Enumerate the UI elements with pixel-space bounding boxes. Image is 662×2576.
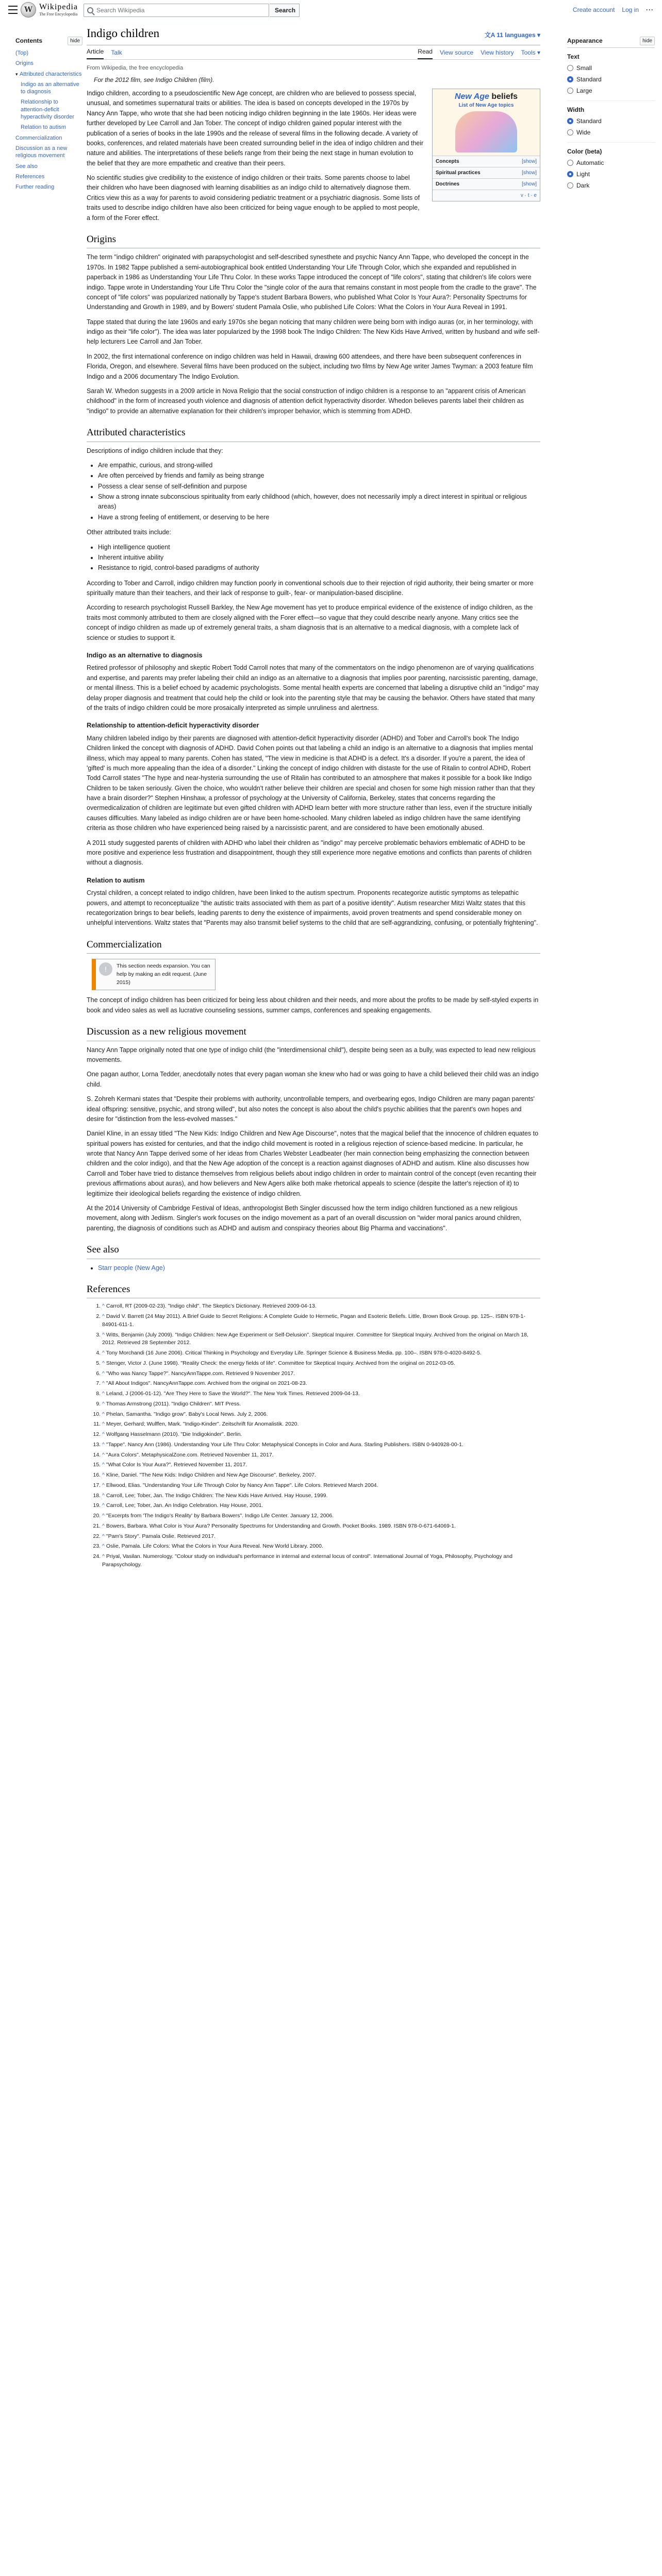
toc-item-3[interactable]: Indigo as an alternative to diagnosis [21, 81, 79, 95]
intro-paragraph: Indigo children, according to a pseudoscientific New Age concept, are children who are believed to possess special, unusual, and sometimes supernatural traits or abilities. The idea is based on concepts developed in the 1970s by Nancy Ann Tappe, who wrote that she had been noticing indigo children beginning in the late 1960s. Her ideas were further developed by Lee Carroll and Jan Tober. The concept of indigo children gained popular interest with the publication of a series of books in the late 1990s and the release of several films in the following decade. A variety of books, conferences, and related materials have been created surrounding belief in the idea of indigo children and their nature and abilities. The interpretations of these beliefs range from their being the next stage in human evolution to the belief that they are more empathetic and creative than their peers. [87, 90, 424, 167]
reference-backlink[interactable]: ^ [102, 1513, 106, 1519]
navbox-links[interactable]: v · t · e [520, 192, 537, 198]
paragraph: Nancy Ann Tappe originally noted that one type of indigo child (the "interdimensional child"), despite being seen as a bully, was expected to lead new religious movements. [87, 1046, 536, 1063]
reference-item [102, 1431, 540, 1439]
article-content [87, 23, 540, 1571]
reference-backlink[interactable]: ^ [102, 1370, 106, 1377]
radio-label: Light [576, 171, 590, 178]
toc-item-10[interactable]: Further reading [15, 184, 55, 191]
color-label: Color (beta) [567, 148, 602, 155]
list-text: Are empathic, curious, and strong-willed [98, 461, 213, 469]
expansion-notice [92, 959, 216, 990]
reference-item [102, 1492, 540, 1500]
reference-item [102, 1543, 540, 1551]
reference-text: Carroll, Lee; Tober, Jan. An Indigo Celebration. Hay House, 2001. [106, 1502, 263, 1509]
reference-text: "Who was Nancy Tappe?". NancyAnnTappe.com. Retrieved 9 November 2017. [106, 1370, 295, 1377]
log-in-link[interactable]: Log in [622, 6, 639, 13]
personal-tools [573, 5, 654, 14]
hatnote: For the 2012 film, see Indigo Children (film). [94, 76, 214, 83]
toc-item-0[interactable]: (Top) [15, 50, 29, 56]
width-label: Width [567, 106, 585, 113]
toc-item-5[interactable]: Relation to autism [21, 124, 67, 131]
radio-label: Automatic [576, 159, 604, 166]
section-heading-indigo-as-an-alternative-to-diagnosis: Indigo as an alternative to diagnosis [87, 651, 203, 659]
paragraph: In 2002, the first international conference on indigo children was held in Hawaii, drawing 600 attendees, and there have been subsequent conferences in Florida, Oregon, and elsewhere. Several films have been produced on the subject, including two films by New Age writer James Twyman: a 2003 feature film Indigo and a 2006 documentary The Indigo Evolution. [87, 352, 533, 380]
radio-label: Dark [576, 182, 590, 189]
tab-view-source[interactable]: View source [439, 48, 474, 56]
reference-text: "Aura Colors". MetaphysicalZone.com. Retrieved November 11, 2017. [106, 1451, 274, 1458]
paragraph: Tappe stated that during the late 1960s and early 1970s she began noticing that many children were being born with indigo auras (or, in her terminology, with indigo as their "life color"). The idea was later popularized by the 1998 book The Indigo Children: The New Kids Have Arrived, written by husband and wife self-help lecturers Lee Carroll and Jan Tober. [87, 318, 540, 346]
reference-text: Carroll, RT (2009-02-23). "Indigo child". The Skeptic's Dictionary. Retrieved 2009-04-13. [106, 1303, 317, 1310]
toc-item-7[interactable]: Discussion as a new religious movement [15, 145, 68, 159]
reference-item [102, 1360, 540, 1368]
text-size-small-option[interactable] [567, 63, 655, 73]
list-item [98, 461, 540, 470]
site-name: Wikipedia [39, 3, 78, 11]
intro-paragraph: No scientific studies give credibility to the existence of indigo children or their traits. Some parents choose to label their children who have been diagnosed with learning disabilities as an indigo child to alternatively diagnose them. Critics view this as a way for parents to avoid considering pediatric treatment or a psychiatric diagnosis. Some lists of traits used to describe indigo children have also been criticized for being vague enough to be applied to most people, a form of the Forer effect. [87, 174, 420, 222]
tab-tools-[interactable]: Tools ▾ [521, 48, 540, 56]
references-list [102, 1302, 540, 1569]
reference-item [102, 1390, 540, 1398]
toc-hide-button[interactable]: hide [68, 37, 82, 45]
reference-backlink[interactable]: ^ [102, 1533, 106, 1539]
reference-text: Meyer, Gerhard; Wulffen, Mark. "Indigo-Kinder". Zeitschrift für Anomalistik. 2020. [106, 1421, 299, 1428]
reference-backlink[interactable]: ^ [102, 1411, 106, 1417]
paragraph: The term "indigo children" originated with parapsychologist and self-described synesthete and psychic Nancy Ann Tappe, who developed the concept in the 1970s. In 1982 Tappe published a semi-autobiographical book entitled Understanding Your Life Through Color, which she expanded and republished in paperback in 1986 as Understanding Your Life Thru Color. In these works Tappe introduced the concept of "life colors", stating that children's life colors were indigo. Tappe wrote in Understanding Your Life Thru Color the "single color of the aura that remains constant in most people from the cradle to the grave". The concept of "life colors" was popularized nationally by Tappe's student Barbara Bowers, who published What Color Is Your Aura?: Personality Spectrums for Understanding and Growth in 1989, and by Bowers' student Pamala Oslie, who published Life Colors: What the Colors in Your Aura Reveal in 1991. [87, 253, 537, 311]
infobox-show-link[interactable]: [show] [522, 170, 537, 176]
create-account-link[interactable]: Create account [572, 6, 615, 13]
new-age-sidebar-box [432, 89, 540, 201]
paragraph: Sarah W. Whedon suggests in a 2009 article in Nova Religio that the social construction of indigo children is a response to an "apparent crisis of American childhood" in the form of increased youth violence and diagnosis of attention deficit hyperactivity disorder. Whedon believes parents label their children as "indigo" to provide an alternative explanation for their children's improper behavior, which is stemming from ADHD. [87, 387, 526, 415]
languages-button[interactable]: 文A 11 languages ▾ [484, 31, 540, 39]
reference-text: "Excerpts from 'The Indigo's Reality' by Barbara Bowers". Indigo Life Center. January 12, 2006. [106, 1513, 334, 1519]
appearance-panel [567, 36, 655, 195]
search-icon [87, 7, 93, 13]
tab-read[interactable]: Read [418, 47, 433, 59]
reference-backlink[interactable]: ^ [102, 1451, 106, 1458]
infobox-title: New Age beliefs [454, 92, 518, 101]
reference-backlink[interactable]: ^ [102, 1502, 106, 1509]
reference-item [102, 1349, 540, 1358]
section-heading-origins: Origins [87, 232, 540, 249]
radio-label: Standard [576, 117, 602, 125]
reference-text: "All About Indigos". NancyAnnTappe.com. Archived from the original on 2021-08-23. [106, 1380, 307, 1387]
toc-item-2[interactable]: ▾ Attributed characteristics [15, 71, 82, 77]
reference-item [102, 1482, 540, 1490]
table-of-contents [15, 36, 82, 194]
tab-view-history[interactable]: View history [481, 48, 514, 56]
toc-item-1[interactable]: Origins [15, 60, 34, 67]
reference-text: "Pam's Story". Pamala Oslie. Retrieved 2017. [106, 1533, 216, 1539]
reference-text: David V. Barrett (24 May 2011). A Brief Guide to Secret Religions: A Complete Guide to Hermetic, Pagan and Esoteric Beliefs. Little, Brown Book Group. pp. 125–. ISBN 978-1-84901-611-1. [102, 1313, 525, 1328]
toc-heading: Contents [15, 37, 42, 44]
reference-backlink[interactable]: ^ [102, 1313, 106, 1320]
paragraph: Many children labeled indigo by their parents are diagnosed with attention-deficit hyperactivity disorder (ADHD) and Tober and Carroll's book The Indigo Children linked the concept with diagnosis of ADHD. David Cohen points out that labeling a child an indigo is an alternative to a diagnosis that implies mental illness, which may appeal to many parents. Cohen has stated, "The view in medicine is that ADHD is a defect. It's a disorder. If you're a parent, the idea of 'gifted' is much more appealing than the idea of a disorder." Linking the concept of indigo children with distaste for the use of Ritalin to control ADHD, Robert Todd Carroll states "The hype and near-hysteria surrounding the use of Ritalin has contributed to an atmosphere that makes it possible for a book like Indigo Children to be taken seriously. Given the choice, who wouldn't rather believe their children are special and chosen for some high mission rather than that they have a brain disorder?" Stephen Hinshaw, a professor of psychology at the University of California, Berkeley, states that concerns regarding the overmedicalization of children are legitimate but even gifted children with ADHD learn better with more structure rather than less, even if the structure initially causes difficulties. Many labeled as indigo children are or have been home-schooled. Many children labeled as indigo children have the same identifying criteria as those children who have experienced being raised by a narcissistic parent, and are considered to have been emotionally abused. [87, 734, 535, 832]
reference-item [102, 1380, 540, 1388]
text-size-large-option[interactable] [567, 86, 655, 95]
reference-backlink[interactable]: ^ [102, 1543, 106, 1550]
radio-label: Standard [576, 76, 602, 83]
see-also-link[interactable]: Starr people (New Age) [98, 1264, 165, 1272]
reference-backlink[interactable]: ^ [102, 1522, 106, 1529]
section-heading-see-also: See also [87, 1243, 540, 1259]
width-standard-option[interactable] [567, 116, 655, 126]
reference-text: Oslie, Pamala. Life Colors: What the Colors in Your Aura Reveal. New World Library. 2000. [106, 1543, 323, 1550]
site-tagline: The Free Encyclopedia [39, 12, 78, 16]
reference-item [102, 1553, 540, 1569]
color-light-option[interactable] [567, 170, 655, 179]
infobox-show-link[interactable]: [show] [522, 181, 537, 187]
appearance-heading: Appearance [567, 37, 603, 44]
infobox-row-label: Spiritual practices [436, 170, 481, 176]
reference-text: "Tappe". Nancy Ann (1986). Understanding Your Life Thru Color: Metaphysical Concepts in Color and Aura. Starling Publishers. ISBN 0-940928-00-1. [106, 1441, 464, 1448]
toc-item-4[interactable]: Relationship to attention-deficit hyperactivity disorder [21, 99, 74, 121]
paragraph: Descriptions of indigo children include that they: [87, 447, 223, 454]
radio-label: Large [576, 87, 592, 94]
reference-backlink[interactable]: ^ [102, 1331, 106, 1338]
reference-item [102, 1451, 540, 1460]
toc-item-8[interactable]: See also [15, 163, 38, 170]
top-bar [0, 0, 662, 21]
reference-backlink[interactable]: ^ [102, 1482, 106, 1488]
reference-backlink[interactable]: ^ [102, 1553, 106, 1560]
paragraph: Retired professor of philosophy and skeptic Robert Todd Carroll notes that many of the commentators on the indigo phenomenon are of varying qualifications and expertise, and parents may prefer labeling their child an indigo as an alternative to a diagnosis that implies poor parenting, narcissistic parenting, damage, or mental illness. This is a belief echoed by academic psychologists. Some mental health experts are concerned that labeling a disruptive child an "indigo" may delay proper diagnosis and treatment that could help the child or look into the parenting style that may be causing the behavior. Others have stated that many of the traits of indigo children could be more prosaically interpreted as simple unruliness and alertness. [87, 664, 539, 711]
radio-icon[interactable] [567, 88, 573, 94]
reference-backlink[interactable]: ^ [102, 1492, 106, 1499]
page-tabs [87, 47, 540, 60]
bullet-list [98, 1263, 540, 1273]
bullet-list [98, 461, 540, 522]
reference-backlink[interactable]: ^ [102, 1441, 106, 1448]
list-text: Show a strong innate subconscious spirituality from early childhood (which, however, does not necessarily imply a direct interest in spiritual or religious areas) [98, 493, 527, 511]
reference-item [102, 1313, 540, 1329]
paragraph: According to Tober and Carroll, indigo children may function poorly in conventional schools due to their rejection of rigid authority, their being smarter or more spiritually mature than their teachers, and their lack of response to guilt-, fear- or manipulation-based discipline. [87, 579, 534, 597]
list-text: Are often perceived by friends and family as being strange [98, 472, 264, 480]
width-wide-option[interactable] [567, 128, 655, 137]
section-heading-relation-to-autism: Relation to autism [87, 876, 145, 884]
reference-item [102, 1471, 540, 1480]
reference-backlink[interactable]: ^ [102, 1400, 106, 1407]
infobox-row-label: Doctrines [436, 181, 460, 187]
section-heading-relationship-to-attention-deficit-hyperactivity-disorder: Relationship to attention-deficit hyperactivity disorder [87, 721, 259, 730]
main-menu-icon[interactable] [8, 6, 18, 14]
reference-backlink[interactable]: ^ [102, 1472, 106, 1479]
reference-text: Leland, J (2006-01-12). "Are They Here to Save the World?". The New York Times. Retrieved 2009-04-13. [106, 1391, 360, 1397]
section-heading-attributed-characteristics: Attributed characteristics [87, 426, 540, 442]
list-text: Have a strong feeling of entitlement, or deserving to be here [98, 513, 270, 521]
appearance-hide-button[interactable]: hide [640, 37, 655, 45]
paragraph: Other attributed traits include: [87, 529, 171, 536]
reference-backlink[interactable]: ^ [102, 1303, 106, 1310]
list-item [98, 492, 540, 512]
paragraph: Crystal children, a concept related to indigo children, have been linked to the autism spectrum. Proponents recategorize autistic symptoms as telepathic powers, and attempt to reconceptualize "the autistic traits associated with them as part of a positive identity". Autism researcher Mitzi Waltz states that this recategorization brings to bear beliefs, leading parents to deny the existence of impairments, avoid proven treatments and spend considerable money on unhelpful interventions. Waltz states that "Parents may also transmit belief systems to the child that are self-aggrandizing, confusing, or potentially frightening". [87, 889, 538, 927]
toc-item-9[interactable]: References [15, 173, 45, 180]
reference-text: Thomas Armstrong (2011). "Indigo Children". MIT Press. [106, 1400, 241, 1407]
reference-text: Wolfgang Hasselmann (2010). "Die Indigokinder". Berlin. [106, 1431, 242, 1438]
list-text: Possess a clear sense of self-definition and purpose [98, 482, 247, 490]
infobox-subtitle[interactable]: List of New Age topics [458, 102, 514, 108]
reference-backlink[interactable]: ^ [102, 1431, 106, 1438]
reference-backlink[interactable]: ^ [102, 1391, 106, 1397]
radio-icon[interactable] [567, 182, 573, 189]
reference-text: Phelan, Samantha. "Indigo grow". Baby's Local News. July 2, 2006. [106, 1411, 268, 1417]
tab-talk[interactable]: Talk [111, 48, 122, 56]
infobox-row [433, 178, 540, 190]
color-dark-option[interactable] [567, 181, 655, 190]
bullet-list [98, 543, 540, 573]
notice-icon: ! [99, 962, 112, 976]
toc-item-6[interactable]: Commercialization [15, 134, 62, 141]
reference-item [102, 1533, 540, 1541]
list-item [98, 471, 540, 481]
reference-text: Bowers, Barbara. What Color is Your Aura? Personality Spectrums for Understanding and Growth. Pocket Books. 1989. ISBN 978-0-671-64069-1. [106, 1522, 456, 1529]
reference-item [102, 1522, 540, 1531]
reference-item [102, 1411, 540, 1419]
text-size-standard-option[interactable] [567, 75, 655, 84]
radio-icon[interactable] [567, 118, 573, 124]
list-item: • Resistance to rigid, control-based paradigms of authority [98, 563, 540, 573]
page-title: Indigo children 文A 11 languages ▾ [87, 23, 540, 45]
paragraph: The concept of indigo children has been criticized for being less about children and their needs, and more about the profits to be made by self-styled experts in book and video sales as well as lucrative counseling sessions, summer camps, conferences and speaking engagements. [87, 996, 539, 1014]
color-automatic-option[interactable] [567, 158, 655, 167]
section-heading-references: References [87, 1282, 540, 1299]
reference-text: Carroll, Lee; Tober, Jan. The Indigo Children: The New Kids Have Arrived. Hay House, 1999. [106, 1492, 328, 1499]
section-heading-discussion-as-a-new-religious-movement: Discussion as a new religious movement [87, 1025, 540, 1041]
section-heading-commercialization: Commercialization [87, 938, 540, 954]
search-box [84, 4, 296, 17]
reference-text: Witts, Benjamin (July 2009). "Indigo Children: New Age Experiment or Self-Delusion". Skeptical Inquirer. Committee for Skeptical Inquiry. Archived from the original on March 18, 2012. Retrieved 28 September 2012. [102, 1331, 528, 1346]
reference-item [102, 1441, 540, 1449]
toc-caret-icon[interactable]: ▾ [15, 71, 18, 77]
reference-backlink[interactable]: ^ [102, 1421, 106, 1428]
infobox-row [433, 167, 540, 178]
paragraph: Daniel Kline, in an essay titled "The New Kids: Indigo Children and New Age Discourse", notes that the magical belief that the innocence of children equates to spiritual powers has existed for centuries, and that the indigo child movement is rooted in a religious rejection of science-based medicine. In particular, he wrote that Nancy Ann Tappe derived some of her ideas from Charles Webster Leadbeater (her main connection being emphasizing the connection between children and the color indigo), and that the New Age adoption of the concept is a reaction against diagnoses of ADHD and autism. Kline also discusses how Carroll and Tober have tried to distance themselves from religious beliefs about indigo children in order to maintain control of the concept (even recanting their previous affirmations about auras), and how believers and New Agers alike both make rhetorical appeals to science (despite the latter's rejection of it) to legitimize their ideological beliefs regarding the existence of indigo children. [87, 1130, 539, 1197]
reference-item [102, 1302, 540, 1311]
globe-icon: W [21, 2, 36, 18]
paragraph: A 2011 study suggested parents of children with ADHD who label their children as "indigo" may perceive problematic behaviors emblematic of ADHD to be more positive and experience less frustration and disappointment, though they still experience more negative emotions and conflicts than parents of children without a diagnosis. [87, 839, 532, 867]
infobox-row [433, 156, 540, 167]
reference-item [102, 1502, 540, 1510]
paragraph: S. Zohreh Kermani states that "Despite their problems with authority, uncontrollable tempers, and overbearing egos, Indigo Children are many pagan parents' ideal offspring: sensitive, psychic, and strong willed", but also notes the concept is also about the child's psychic abilities that the parent's own hopes and desire for "distinction from the less-evolved masses." [87, 1095, 535, 1123]
text-size-label: Text [567, 53, 580, 60]
reference-backlink[interactable]: ^ [102, 1462, 106, 1468]
reference-backlink[interactable]: ^ [102, 1380, 106, 1387]
paragraph: At the 2014 University of Cambridge Festival of Ideas, anthropologist Beth Singler discussed how the term indigo children functioned as a new religious movement, along with Jediism. Singler's work focuses on the indigo movement as a part of an overall discussion on "wider moral panics around children, parenting, the diagnosis of conditions such as ADHD and autism and conspiracy theories about Big Pharma and vaccinations". [87, 1204, 522, 1232]
radio-icon[interactable] [567, 171, 573, 177]
list-item [98, 513, 540, 522]
reference-backlink[interactable]: ^ [102, 1350, 106, 1357]
reference-backlink[interactable]: ^ [102, 1360, 106, 1366]
reference-text: Priyal, Vasilan. Numerology. "Colour study on individual's performance in internal and external locus of control". International Journal of Yoga, Philosophy, Psychology and Parapsychology. [102, 1553, 512, 1568]
more-options-icon[interactable]: ··· [646, 6, 654, 13]
list-item [98, 1263, 540, 1273]
reference-item [102, 1420, 540, 1429]
radio-icon[interactable] [567, 129, 573, 135]
infobox-row-label: Concepts [436, 158, 459, 164]
reference-item [102, 1370, 540, 1378]
radio-icon[interactable] [567, 160, 573, 166]
site-subtitle: From Wikipedia, the free encyclopedia [87, 64, 184, 71]
paragraph: One pagan author, Lorna Tedder, anecdotally notes that every pagan woman she knew who had or was going to have a child believed their child was an indigo child. [87, 1071, 539, 1088]
list-item: • Inherent intuitive ability [98, 553, 540, 563]
search-button[interactable]: Search [270, 4, 300, 17]
reference-text: Ellwood, Elias. "Understanding Your Life Through Color by Nancy Ann Tappe". Life Colors. Retrieved March 2004. [106, 1482, 378, 1488]
notice-text: This section needs expansion. You can help by making an edit request. (June 2015) [117, 963, 210, 986]
list-item: • High intelligence quotient [98, 543, 540, 552]
reference-text: Stenger, Victor J. (June 1998). "Reality Check: the energy fields of life". Committee for Skeptical Inquiry. Archived from the original on 2012-03-05. [106, 1360, 455, 1366]
infobox-show-link[interactable]: [show] [522, 158, 537, 164]
reference-item [102, 1400, 540, 1409]
reference-text: "What Color Is Your Aura?". Retrieved November 11, 2017. [106, 1462, 247, 1468]
reference-text: Tony Morchandi (16 June 2006). Critical Thinking in Psychology and Everyday Life. Springer Science & Business Media. pp. 100–. ISBN 978-0-4020-8492-5. [106, 1350, 482, 1357]
search-input[interactable] [96, 7, 269, 14]
reference-item [102, 1331, 540, 1348]
tab-article[interactable]: Article [87, 47, 104, 59]
radio-label: Wide [576, 129, 591, 136]
paragraph: According to research psychologist Russell Barkley, the New Age movement has yet to produce empirical evidence of the existence of indigo children, as the traits most commonly attributed to them are closely aligned with the Forer effect—so vague that they could describe nearly anyone. Many critics see the concept of indigo children as made up of extremely general traits, a sham diagnosis that is an alternative to a medical diagnosis, with a complete lack of science or studies to support it. [87, 604, 533, 641]
reference-item [102, 1512, 540, 1520]
radio-icon[interactable] [567, 65, 573, 71]
list-item [98, 482, 540, 492]
radio-icon[interactable] [567, 76, 573, 82]
infobox-illustration [455, 111, 517, 152]
wikipedia-logo[interactable] [21, 2, 78, 18]
reference-text: Kline, Daniel. "The New Kids: Indigo Children and New Age Discourse". Berkeley, 2007. [106, 1472, 316, 1479]
radio-label: Small [576, 64, 592, 72]
reference-item [102, 1461, 540, 1469]
